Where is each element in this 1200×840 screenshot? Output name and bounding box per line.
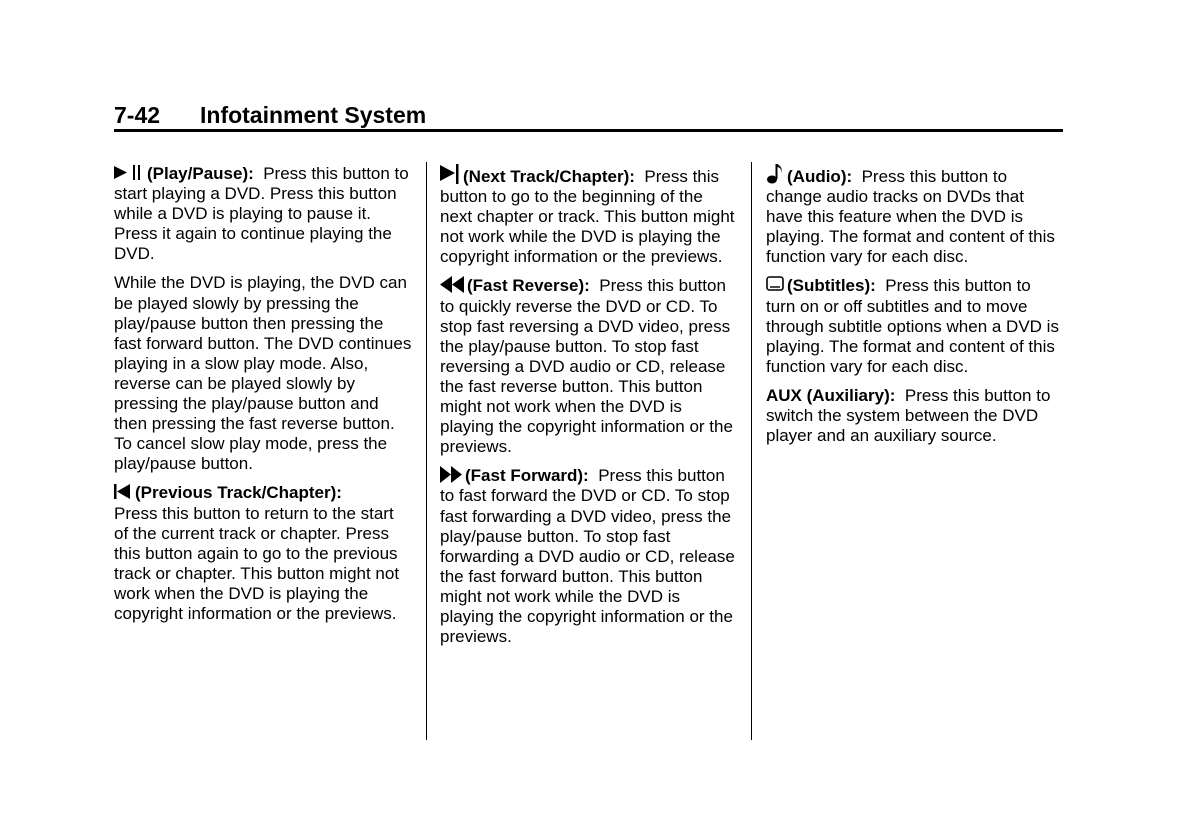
page-header <box>114 100 426 130</box>
fast-forward-title: (Fast Forward): <box>465 466 589 486</box>
audio-paragraph <box>766 164 1064 267</box>
play-pause-icon <box>114 164 144 181</box>
play-pause-text: Press this button to start playing a DVD. Press this button while a DVD is playing to pause it. Press it again to continue playing the DVD. <box>114 164 409 264</box>
fast-reverse-paragraph <box>440 276 738 457</box>
fast-reverse-text: Press this button to quickly reverse the DVD or CD. To stop fast reversing a DVD video, press the play/pause button. To stop fast reversing a DVD audio or CD, release the fast reverse button. This button might not work when the DVD is playing the copyright information or the previews. <box>440 276 733 457</box>
play-pause-paragraph <box>114 164 412 264</box>
column-1 <box>114 164 412 633</box>
subtitles-icon <box>766 276 784 293</box>
aux-text: Press this button to switch the system between the DVD player and an auxiliary source. <box>766 385 1051 446</box>
previous-track-text: Press this button to return to the start of the current track or chapter. Press this button again to go to the previous track or chapter. This button might not work when the DVD is playing the copyright information or the previews. <box>114 503 400 623</box>
play-pause-title: (Play/Pause): <box>147 164 254 183</box>
fast-reverse-icon <box>440 276 464 293</box>
section-title: Infotainment System <box>200 102 427 128</box>
next-track-title: (Next Track/Chapter): <box>463 167 635 186</box>
previous-track-title: (Previous Track/Chapter): <box>135 483 342 503</box>
fast-reverse-title: (Fast Reverse): <box>467 276 590 296</box>
aux-title: AUX (Auxiliary): <box>766 385 896 405</box>
column-2 <box>440 164 738 656</box>
audio-text: Press this button to change audio tracks on DVDs that have this feature when the DVD is playing. The format and content of this function vary for each disc. <box>766 167 1055 267</box>
next-track-paragraph <box>440 164 738 267</box>
fast-forward-icon <box>440 466 462 483</box>
fast-forward-text: Press this button to fast forward the DVD or CD. To stop fast forwarding a DVD video, press the play/pause button. To stop fast forwarding a DVD audio or CD, release the fast forward button. This button might not work while the DVD is playing the copyright information or the previews. <box>440 466 735 647</box>
column-divider <box>426 162 427 740</box>
page-number: 7-42 <box>114 102 161 128</box>
header-rule <box>114 129 1063 132</box>
fast-forward-paragraph <box>440 466 738 647</box>
subtitles-paragraph <box>766 276 1064 376</box>
slow-play-paragraph: While the DVD is playing, the DVD can be played slowly by pressing the play/pause button then pressing the fast forward button. The DVD continues playing in a slow play mode. Also, reverse can be played slowly by pressing the play/pause button and then pressing the fast reverse button. To cancel slow play mode, press the play/pause button. <box>114 273 412 474</box>
aux-paragraph <box>766 386 1064 446</box>
subtitles-title: (Subtitles): <box>787 276 876 296</box>
previous-track-icon <box>114 483 132 500</box>
next-track-icon <box>440 164 460 184</box>
previous-track-paragraph <box>114 483 412 624</box>
column-3 <box>766 164 1064 455</box>
next-track-text: Press this button to go to the beginning of the next chapter or track. This button might not work while the DVD is playing the copyright information or the previews. <box>440 167 735 267</box>
subtitles-text: Press this button to turn on or off subtitles and to move through subtitle options when a DVD is playing. The format and content of this function vary for each disc. <box>766 276 1059 376</box>
column-divider <box>751 162 752 740</box>
audio-title: (Audio): <box>787 167 853 186</box>
music-note-icon <box>766 164 784 184</box>
